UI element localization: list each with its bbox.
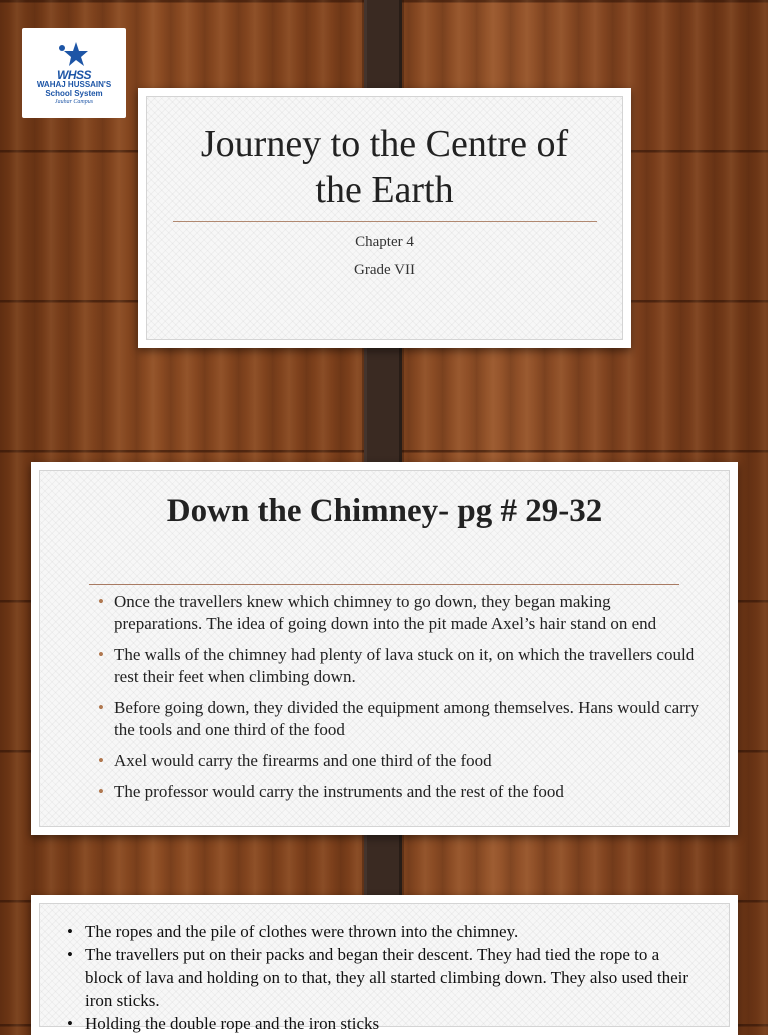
logo-line-3: Jauhar Campus xyxy=(54,98,94,105)
school-logo xyxy=(22,28,126,118)
list-item xyxy=(98,697,699,741)
bullet-list xyxy=(98,591,699,812)
title-slide xyxy=(138,88,631,348)
bullet-icon: • xyxy=(67,922,73,941)
list-item xyxy=(98,591,699,635)
bullet-icon: • xyxy=(98,592,104,611)
slide-title-line-2: the Earth xyxy=(315,169,454,211)
list-item xyxy=(98,750,699,772)
list-item-text: The travellers put on their packs and began their descent. They had tied the rope to a block of lava and holding on to that, they all started climbing down. They also used their iron sticks. xyxy=(85,945,689,1010)
slide-title-line-1: Journey to the Centre of xyxy=(200,123,569,165)
bullet-icon: • xyxy=(98,698,104,717)
title-divider xyxy=(173,221,597,222)
list-item xyxy=(67,920,699,943)
list-item xyxy=(98,781,699,803)
star-logo-icon xyxy=(54,41,94,71)
bullet-icon: • xyxy=(98,645,104,664)
list-item-text: Axel would carry the firearms and one third of the food xyxy=(114,751,492,770)
heading-divider xyxy=(89,584,679,585)
content-slide-2-inner xyxy=(39,903,730,1033)
slide-heading: Down the Chimney- pg # 29-32 xyxy=(166,493,603,529)
slide-title xyxy=(147,121,622,213)
chapter-label: Chapter 4 xyxy=(355,234,414,250)
bullet-list xyxy=(67,920,699,1035)
list-item xyxy=(98,644,699,688)
list-item-text: The walls of the chimney had plenty of lava stuck on it, on which the travellers could rest their feet when climbing down. xyxy=(114,645,695,686)
list-item-text: Once the travellers knew which chimney to go down, they began making preparations. The idea of going down into the pit made Axel’s hair stand on end xyxy=(114,592,657,633)
bullet-icon: • xyxy=(98,782,104,801)
list-item-text: Holding the double rope and the iron sticks xyxy=(85,1014,380,1033)
content-slide-2 xyxy=(31,895,738,1035)
strap-middle xyxy=(364,332,402,478)
bullet-icon: • xyxy=(67,945,73,964)
content-slide-1 xyxy=(31,462,738,835)
list-item xyxy=(67,943,699,1012)
logo-mark-text: WHSS xyxy=(57,67,91,82)
bullet-icon: • xyxy=(67,1014,73,1033)
logo-line-1: WAHAJ HUSSAIN'S xyxy=(36,79,112,89)
logo-line-2: School System xyxy=(45,88,103,98)
list-item-text: The ropes and the pile of clothes were thrown into the chimney. xyxy=(85,922,519,941)
title-slide-inner xyxy=(146,96,623,340)
grade-label: Grade VII xyxy=(354,262,415,278)
bullet-icon: • xyxy=(98,751,104,770)
list-item-text: The professor would carry the instruments and the rest of the food xyxy=(114,782,564,801)
list-item-text: Before going down, they divided the equipment among themselves. Hans would carry the tools and one third of the food xyxy=(114,698,699,739)
content-slide-1-inner xyxy=(39,470,730,827)
